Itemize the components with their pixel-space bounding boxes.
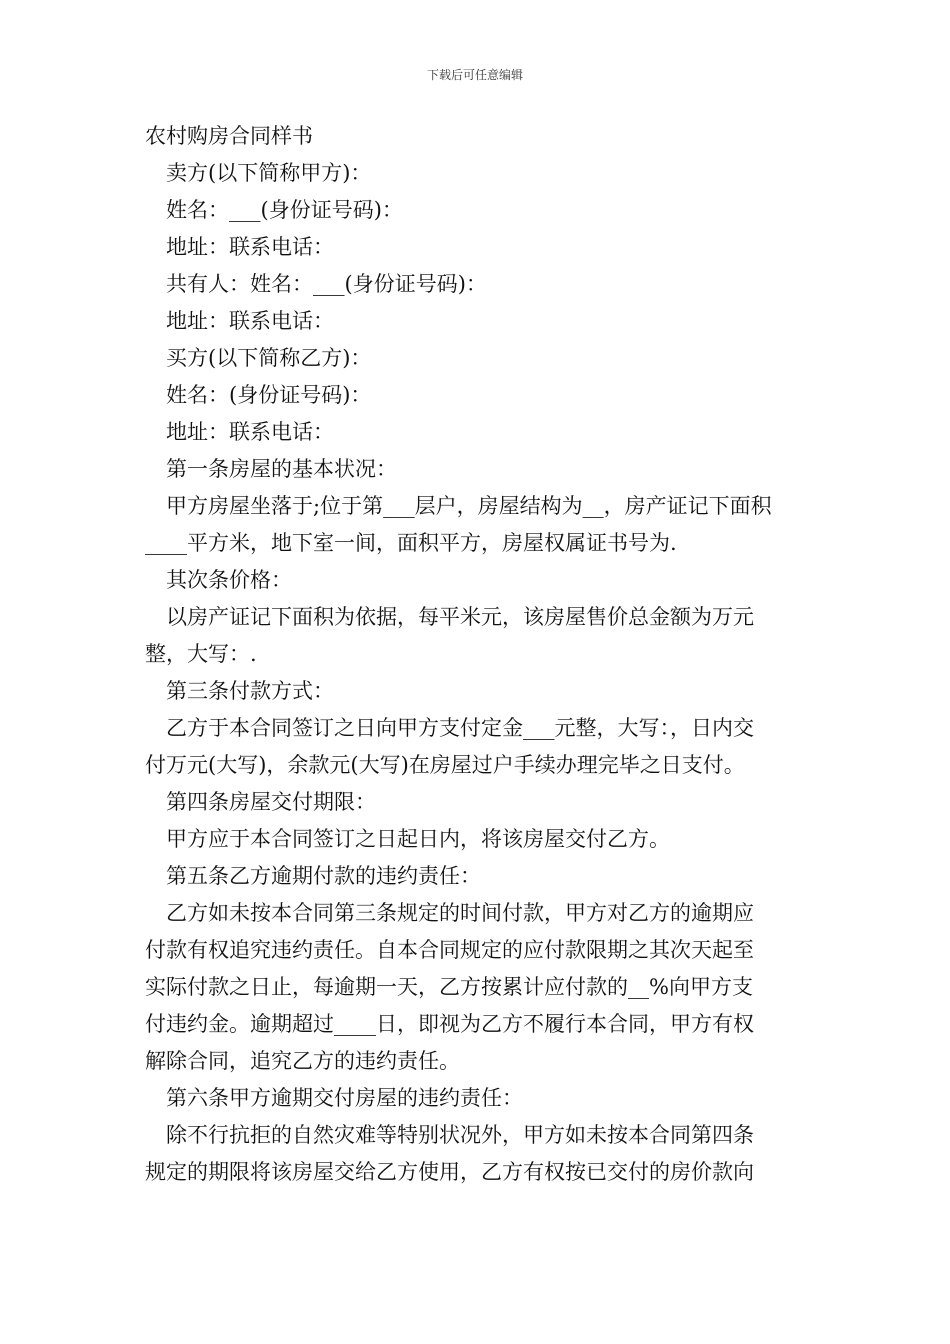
clause-3-heading: 第三条付款方式： <box>166 679 334 703</box>
buyer-address-line: 地址：联系电话： <box>166 420 334 444</box>
clause-6-heading: 第六条甲方逾期交付房屋的违约责任： <box>166 1086 523 1110</box>
header-note: 下载后可任意编辑 <box>426 68 523 82</box>
seller-name-line: 姓名：___(身份证号码)： <box>166 198 403 222</box>
clause-5-text-line-2: 付款有权追究违约责任。自本合同规定的应付款限期之其次天起至 <box>145 938 754 962</box>
clause-1-text-line-2: ____平方米，地下室一间，面积平方，房屋权属证书号为. <box>145 531 677 555</box>
clause-5-text-line-5: 解除合同，追究乙方的违约责任。 <box>145 1049 460 1073</box>
clause-6-text-line-1: 除不行抗拒的自然灾难等特别状况外，甲方如未按本合同第四条 <box>166 1123 754 1147</box>
seller-address-line: 地址：联系电话： <box>166 235 334 259</box>
clause-1-heading: 第一条房屋的基本状况： <box>166 457 397 481</box>
clause-3-text-line-2: 付万元(大写)，余款元(大写)在房屋过户手续办理完毕之日支付。 <box>145 753 745 777</box>
seller-heading: 卖方(以下简称甲方)： <box>166 161 372 185</box>
co-owner-address-line: 地址：联系电话： <box>166 309 334 333</box>
clause-2-heading: 其次条价格： <box>166 568 292 592</box>
clause-5-text-line-1: 乙方如未按本合同第三条规定的时间付款，甲方对乙方的逾期应 <box>166 901 754 925</box>
document-title: 农村购房合同样书 <box>145 124 313 148</box>
clause-5-text-line-4: 付违约金。逾期超过____日，即视为乙方不履行本合同，甲方有权 <box>145 1012 754 1036</box>
clause-6-text-line-2: 规定的期限将该房屋交给乙方使用，乙方有权按已交付的房价款向 <box>145 1160 754 1184</box>
clause-4-text-line-1: 甲方应于本合同签订之日起日内，将该房屋交付乙方。 <box>166 827 670 851</box>
clause-3-text-line-1: 乙方于本合同签订之日向甲方支付定金___元整，大写：，日内交 <box>166 716 754 740</box>
buyer-name-line: 姓名：(身份证号码)： <box>166 383 372 407</box>
clause-5-heading: 第五条乙方逾期付款的违约责任： <box>166 864 481 888</box>
clause-1-text-line-1: 甲方房屋坐落于;位于第___层户，房屋结构为__，房产证记下面积 <box>166 494 772 518</box>
document-body <box>145 118 807 1191</box>
co-owner-name-line: 共有人：姓名：___(身份证号码)： <box>166 272 487 296</box>
buyer-heading: 买方(以下简称乙方)： <box>166 346 372 370</box>
clause-2-text-line-1: 以房产证记下面积为依据，每平米元，该房屋售价总金额为万元 <box>166 605 754 629</box>
clause-5-text-line-3: 实际付款之日止，每逾期一天，乙方按累计应付款的__%向甲方支 <box>145 975 753 999</box>
clause-4-heading: 第四条房屋交付期限： <box>166 790 376 814</box>
clause-2-text-line-2: 整，大写：. <box>145 642 257 666</box>
